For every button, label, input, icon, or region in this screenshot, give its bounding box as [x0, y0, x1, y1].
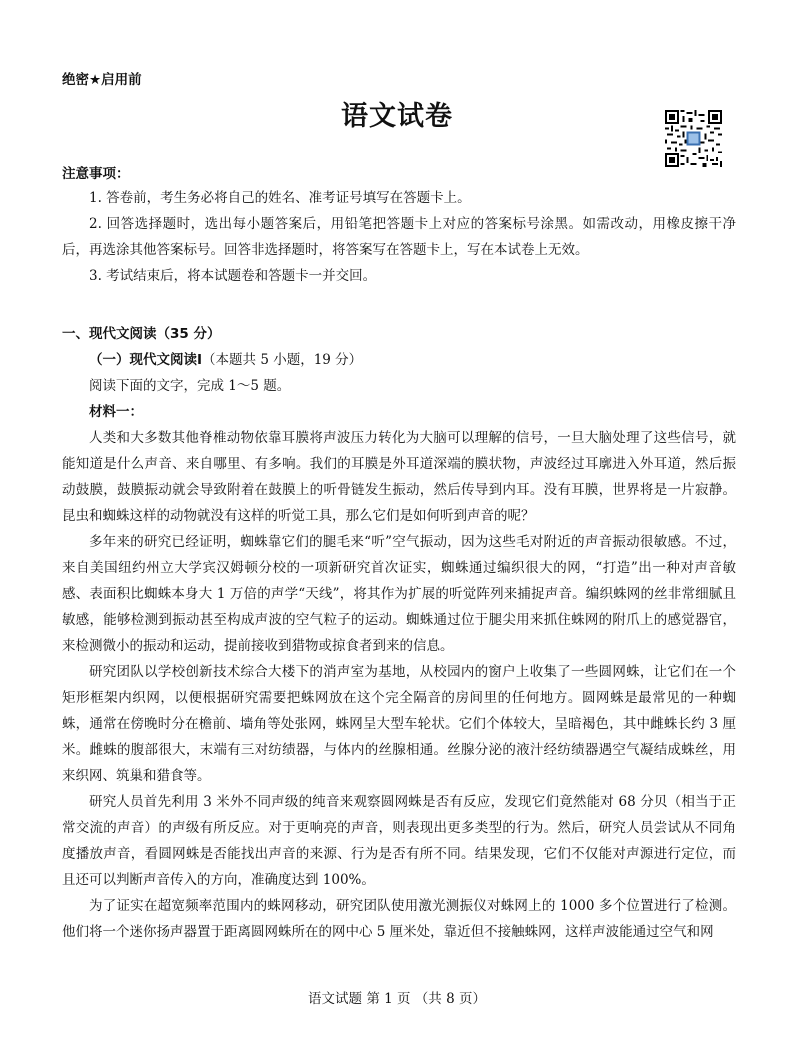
- material-label: 材料一：: [89, 404, 143, 420]
- sub-heading-title: （一）现代文阅读Ⅰ: [89, 352, 203, 368]
- notice-heading: 注意事项：: [62, 166, 130, 182]
- article-paragraph: 人类和大多数其他脊椎动物依靠耳膜将声波压力转化为大脑可以理解的信号，一旦大脑处理了这些信号，就能知道是什么声音、来自哪里、有多响。我们的耳膜是外耳道深端的膜状物，声波经过耳廓进入外耳道，然后振动鼓膜，鼓膜振动就会导致附着在鼓膜上的听骨链发生振动，然后传导到内耳。没有耳膜，世界将是一片寂静。昆虫和蜘蛛这样的动物就没有这样的听觉工具，那么它们是如何听到声音的呢？: [62, 430, 736, 524]
- page-footer: 语文试题 第 1 页 （共 8 页）: [308, 991, 486, 1007]
- qr-code-icon: [665, 110, 722, 167]
- notice-item: 3. 考试结束后，将本试题卷和答题卡一并交回。: [89, 268, 377, 284]
- article-paragraph: 为了证实在超宽频率范围内的蛛网移动，研究团队使用激光测振仪对蛛网上的 1000 多个位置进行了检测。他们将一个迷你扬声器置于距离圆网蛛所在的网中心 5 厘米处，靠近但不接触蛛网，这样声波能通过空气和网: [62, 898, 736, 940]
- sub-heading-detail: （本题共 5 小题，19 分）: [202, 352, 363, 368]
- article-paragraph: 研究人员首先利用 3 米外不同声级的纯音来观察圆网蛛是否有反应，发现它们竟然能对 68 分贝（相当于正常交流的声音）的声级有所反应。对于更响亮的声音，则表现出更多类型的行为。然后，研究人员尝试从不同角度播放声音，看圆网蛛是否能找出声音的来源、行为是否有所不同。结果发现，它们不仅能对声源进行定位，而且还可以判断声音传入的方向，准确度达到 100%。: [62, 794, 736, 888]
- notice-item: 2. 回答选择题时，选出每小题答案后，用铅笔把答题卡上对应的答案标号涂黑。如需改动，用橡皮擦干净后，再选涂其他答案标号。回答非选择题时，将答案写在答题卡上，写在本试卷上无效。: [62, 216, 736, 258]
- confidential-label: 绝密★启用前: [62, 72, 142, 88]
- sub-heading: [62, 347, 736, 373]
- notice-list: [62, 185, 736, 289]
- reading-instruction: 阅读下面的文字，完成 1～5 题。: [89, 378, 291, 394]
- notice-item: 1. 答卷前，考生务必将自己的姓名、准考证号填写在答题卡上。: [89, 190, 471, 206]
- section-reading: [62, 321, 736, 945]
- article-paragraph: 多年来的研究已经证明，蜘蛛靠它们的腿毛来“听”空气振动，因为这些毛对附近的声音振动很敏感。不过，来自美国纽约州立大学宾汉姆顿分校的一项新研究首次证实，蜘蛛通过编织很大的网，“打造”出一种对声音敏感、表面积比蜘蛛本身大 1 万倍的声学“天线”，将其作为扩展的听觉阵列来捕捉声音。编织蛛网的丝非常细腻且敏感，能够检测到振动甚至构成声波的空气粒子的运动。蜘蛛通过位于腿尖用来抓住蛛网的附爪上的感觉器官，来检测微小的振动和运动，提前接收到猎物或掠食者到来的信息。: [62, 534, 736, 654]
- article-paragraph: 研究团队以学校创新技术综合大楼下的消声室为基地，从校园内的窗户上收集了一些圆网蛛，让它们在一个矩形框架内织网，以便根据研究需要把蛛网放在这个完全隔音的房间里的任何地方。圆网蛛是最常见的一种蜘蛛，通常在傍晚时分在檐前、墙角等处张网，蛛网呈大型车轮状。它们个体较大，呈暗褐色，其中雌蛛长约 3 厘米。雌蛛的腹部很大，末端有三对纺绩器，与体内的丝腺相通。丝腺分泌的液汁经纺绩器遇空气凝结成蛛丝，用来织网、筑巢和猎食等。: [62, 664, 736, 784]
- section-heading: 一、现代文阅读（35 分）: [62, 326, 221, 342]
- page-title: 语文试卷: [341, 101, 453, 132]
